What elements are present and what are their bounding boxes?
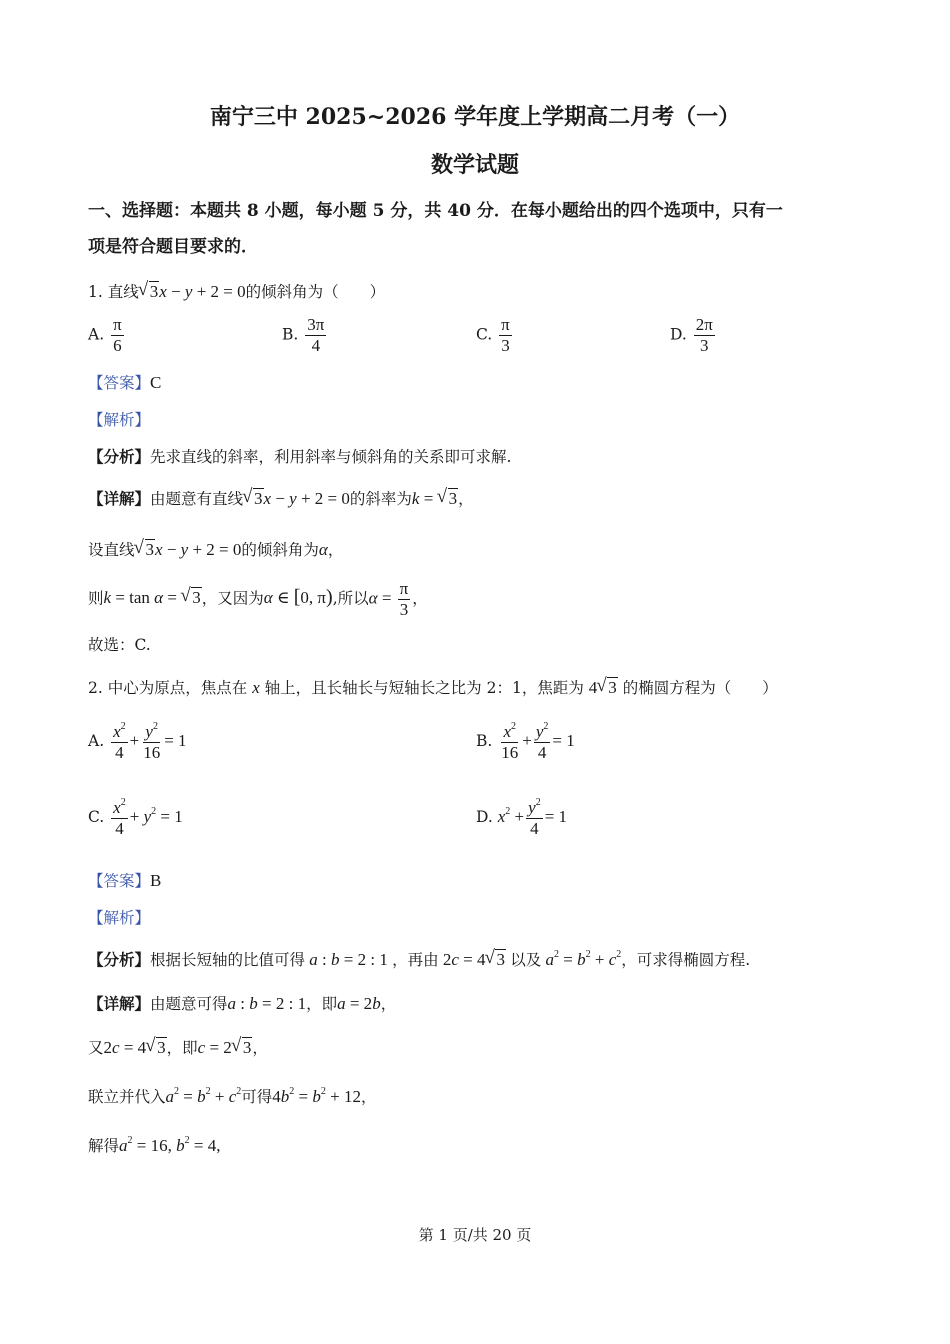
q1-stem: 1. 直线√ 3x − y + 2 = 0的倾斜角为（ ） <box>88 280 385 302</box>
q2-analysis-label: 【解析】 <box>88 909 151 927</box>
q1-option-a: A. $\frac{\pi}{6}$ <box>88 315 122 355</box>
q1-option-c: C. $\frac{\pi}{3}$ <box>476 315 510 355</box>
q1-option-a-fraction: $\frac{\pi}{6}$ <box>113 315 122 355</box>
q1-equation: √ 3x − y + 2 = 0 <box>139 282 246 301</box>
q1-option-b: B. $\frac{3\pi}{4}$ <box>282 315 325 355</box>
q2-detail-line2: 又2c = 4√ 3，即c = 2√ 3， <box>88 1036 268 1058</box>
exam-title: 南宁三中 2025~2026 学年度上学期高二月考（一） <box>209 104 741 130</box>
q1-conclusion: 故选：C. <box>88 636 151 654</box>
q1-answer: 【答案】C <box>88 373 162 392</box>
q2-detail-line3: 联立并代入$a^2 = b^2 + c^2$可得$4b^2 = b^2 + 12$， <box>88 1086 377 1106</box>
q2-detail-line1: 【详解】由题意可得a : b = 2 : 1，即a = 2b， <box>88 994 397 1013</box>
q2-fenxi: 【分析】根据长短轴的比值可得 a : b = 2 : 1 ，再由 2c = 4√ 3 以及 $a^2 = b^2 + c^2$，可求得椭圆方程. <box>88 948 750 970</box>
q1-option-d-fraction: $\frac{2\pi}{3}$ <box>695 315 713 355</box>
q1-option-d: D. $\frac{2\pi}{3}$ <box>670 315 713 355</box>
q1-detail-line3: 则k = tan α = √ 3，又因为α ∈ [0, π),所以α = $\frac{\pi}{3}$ ， <box>88 580 428 619</box>
section-header-line2: 项是符合题目要求的． <box>88 237 258 257</box>
q2-answer: 【答案】B <box>88 871 162 890</box>
q2-option-c: C. $\frac{x^2}{4}$ + $y^2 = 1$ <box>88 797 183 838</box>
q2-option-b: B. $\frac{x^2}{16}$ + $\frac{y^2}{4}$ = 1 <box>476 721 575 762</box>
page-footer: 第 1 页/共 20 页 <box>418 1226 532 1244</box>
section-header-line1: 一、选择题：本题共 8 小题，每小题 5 分，共 40 分．在每小题给出的四个选项中，只有一 <box>88 201 783 221</box>
q1-option-b-fraction: $\frac{3\pi}{4}$ <box>307 315 325 355</box>
q1-fenxi: 【分析】先求直线的斜率，利用斜率与倾斜角的关系即可求解. <box>88 447 512 466</box>
q2-stem: 2. 中心为原点，焦点在 x 轴上，且长轴长与短轴长之比为 2：1，焦距为 4√ 3 的椭圆方程为（ ） <box>88 676 778 698</box>
q1-option-c-fraction: $\frac{\pi}{3}$ <box>501 315 510 355</box>
q2-option-d: D. $x^2$ + $\frac{y^2}{4}$ = 1 <box>476 797 568 838</box>
q1-detail-line2: 设直线√ 3x − y + 2 = 0的倾斜角为α， <box>88 538 343 560</box>
q1-analysis-label: 【解析】 <box>88 411 151 429</box>
exam-subtitle: 数学试题 <box>430 152 519 178</box>
q1-detail-line1: 【详解】由题意有直线√ 3x − y + 2 = 0的斜率为k = √ 3， <box>88 487 474 509</box>
q2-option-a: A. $\frac{x^2}{4}$ + $\frac{y^2}{16}$ = 1 <box>88 721 187 762</box>
q2-detail-line4: 解得$a^2 = 16$, $b^2 = 4$, <box>88 1135 221 1155</box>
